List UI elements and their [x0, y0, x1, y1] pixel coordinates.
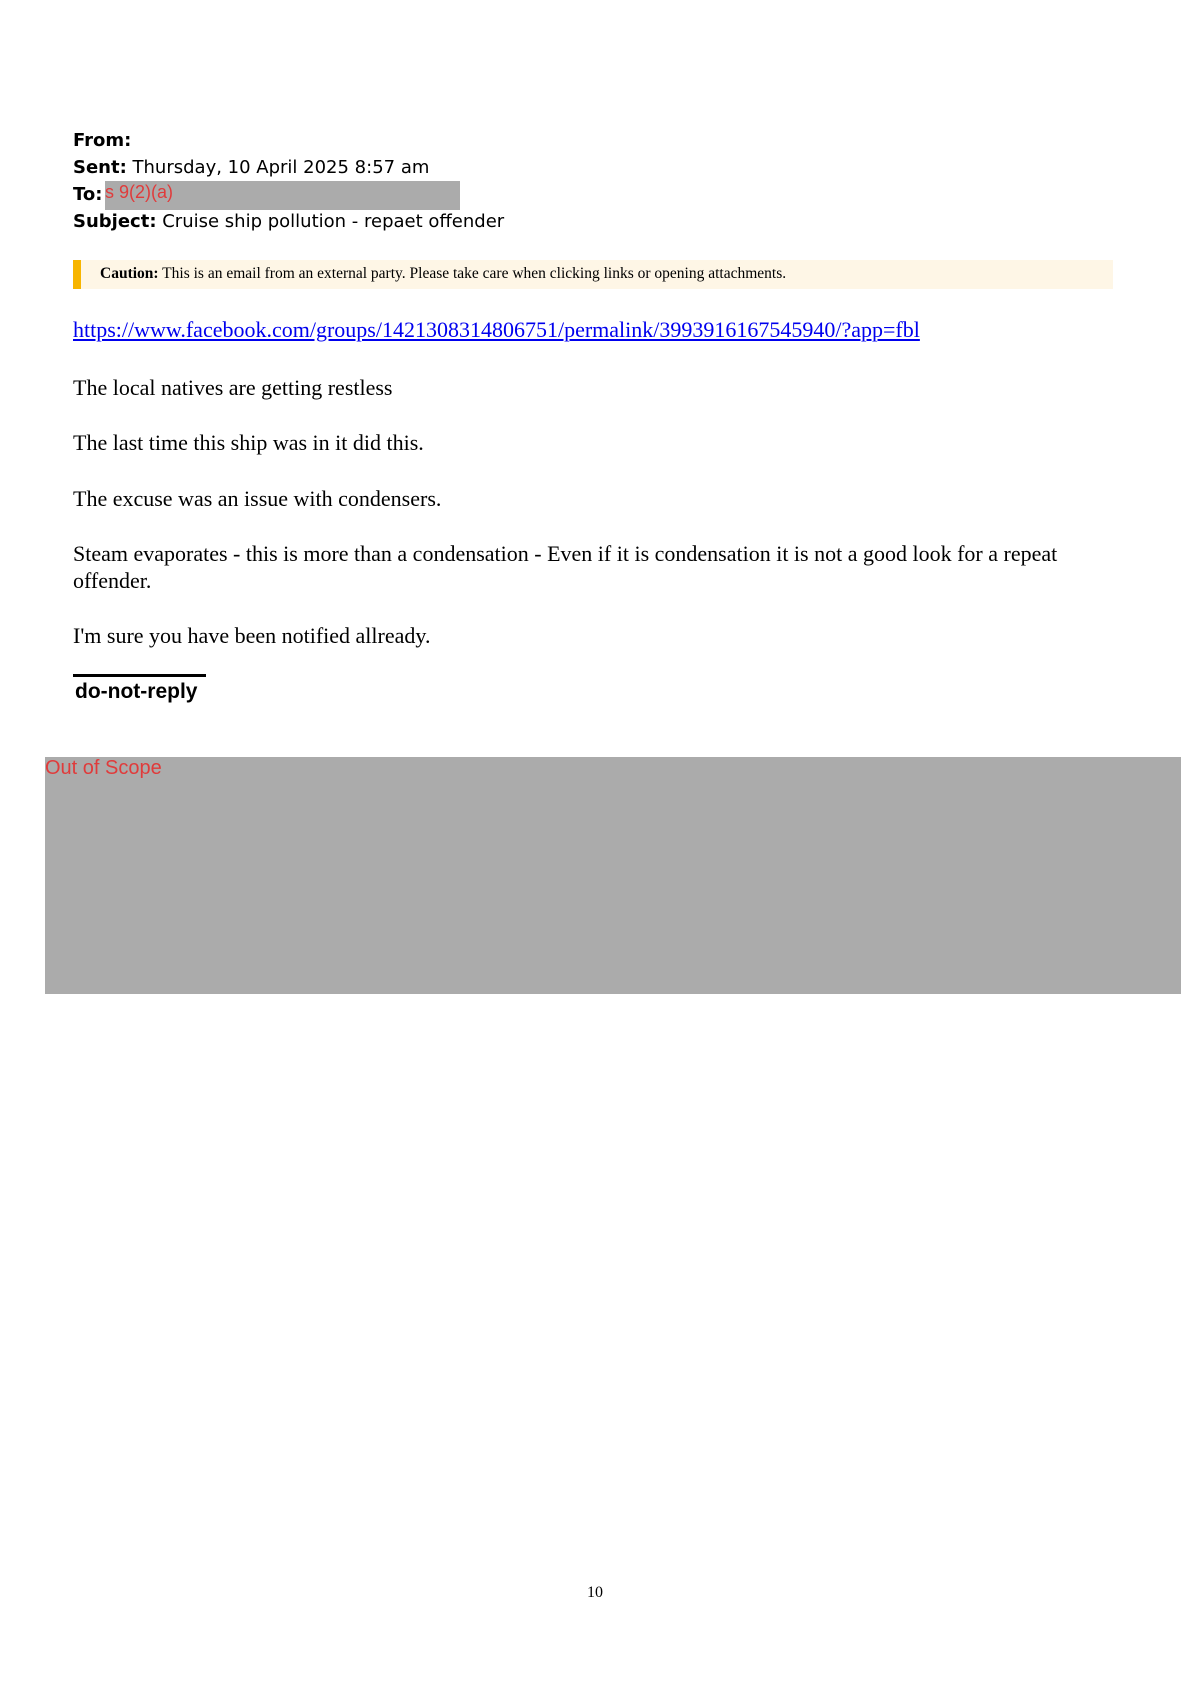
caution-label: Caution: — [100, 265, 159, 282]
sent-label: Sent: — [73, 157, 127, 178]
to-label: To: — [73, 184, 103, 205]
caution-text — [100, 265, 786, 283]
signature: do-not-reply — [75, 680, 198, 703]
signature-rule — [73, 674, 206, 677]
subject-label: Subject: — [73, 211, 157, 232]
body-paragraph-3: The excuse was an issue with condensers. — [73, 486, 442, 511]
caution-accent-bar — [73, 260, 81, 289]
to-redaction: s 9(2)(a) — [105, 181, 460, 210]
from-label: From: — [73, 130, 132, 151]
sent-line — [73, 154, 504, 181]
caution-message: This is an email from an external party. Please take care when clicking links or opening attachments. — [158, 265, 787, 282]
subject-line — [73, 208, 504, 235]
email-header — [73, 127, 504, 235]
from-line — [73, 127, 504, 154]
out-of-scope-redaction — [45, 757, 1181, 994]
redaction-label: Out of Scope — [45, 757, 162, 779]
subject-value: Cruise ship pollution - repaet offender — [156, 211, 505, 232]
sent-value: Thursday, 10 April 2025 8:57 am — [126, 157, 430, 178]
body-paragraph-5: I'm sure you have been notified allready. — [73, 623, 431, 648]
page-number: 10 — [587, 1584, 603, 1601]
to-line — [73, 181, 504, 208]
facebook-link[interactable]: https://www.facebook.com/groups/1421308314806751/permalink/3993916167545940/?app=fbl — [73, 317, 920, 342]
body-paragraph-2: The last time this ship was in it did this. — [73, 430, 424, 455]
body-paragraph-1: The local natives are getting restless — [73, 375, 393, 400]
body-paragraph-4: Steam evaporates - this is more than a condensation - Even if it is condensation it is not a good look for a repeat offender. — [73, 541, 1058, 593]
caution-banner — [73, 260, 1113, 289]
